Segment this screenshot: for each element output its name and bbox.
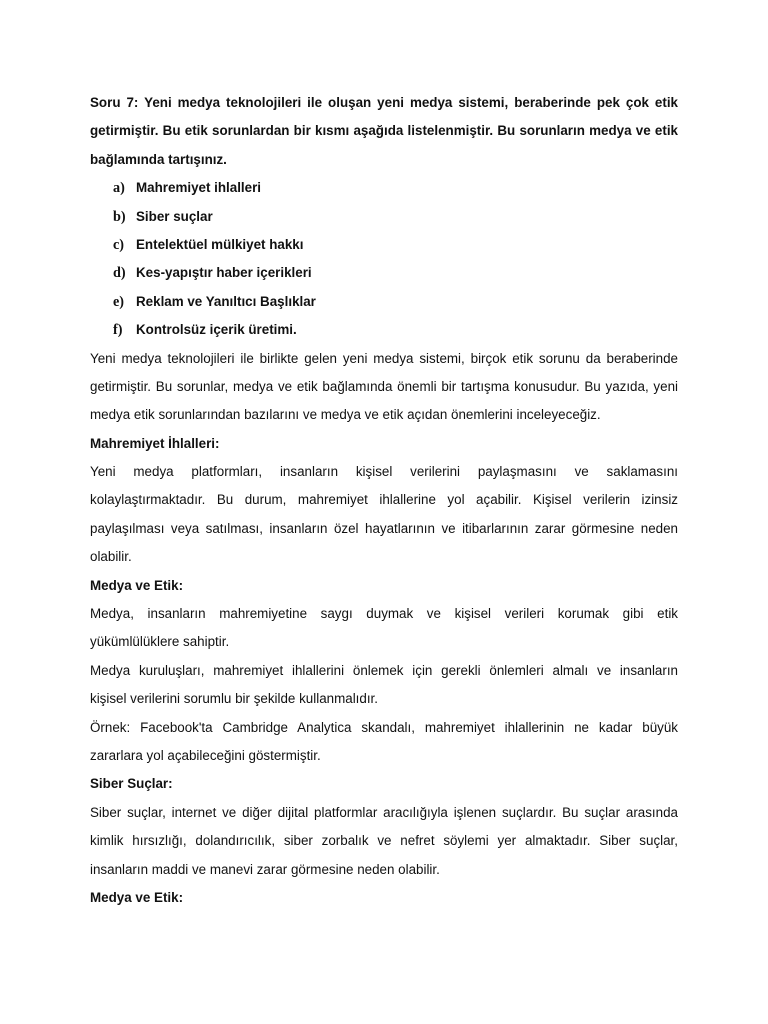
paragraph-line: yükümlülüklere sahiptir.: [90, 634, 230, 650]
question-line: getirmiştir. Bu etik sorunlardan bir kısmı aşağıda listelenmiştir. Bu sorunların medya ve etik: [90, 123, 678, 139]
list-item: [90, 231, 678, 259]
list-item: [90, 174, 678, 202]
list-marker: b): [113, 208, 126, 225]
intro-paragraph: [90, 345, 678, 430]
section-paragraph: [90, 714, 678, 771]
paragraph-line: medya etik sorunlarından bazılarını ve medya ve etik açıdan önemlerini inceleyeceğiz.: [90, 407, 601, 423]
paragraph-line: zararlara yol açabileceğini göstermiştir.: [90, 747, 321, 763]
paragraph-line: kişisel verilerini sorumlu bir şekilde kullanmalıdır.: [90, 691, 378, 707]
paragraph-line: getirmiştir. Bu sorunlar, medya ve etik bağlamında önemli bir tartışma konusudur. Bu yazıda, yeni: [90, 378, 678, 394]
section-paragraph: [90, 657, 678, 714]
list-item: [90, 259, 678, 287]
paragraph-line: Yeni medya platformları, insanların kişisel verilerini paylaşmasını ve saklamasını: [90, 464, 678, 480]
list-item-text: Kes-yapıştır haber içerikleri: [136, 265, 312, 281]
paragraph-line: Medya, insanların mahremiyetine saygı duymak ve kişisel verileri korumak gibi etik: [90, 606, 678, 622]
paragraph-line: insanların maddi ve manevi zarar görmesine neden olabilir.: [90, 861, 440, 877]
list-item-text: Entelektüel mülkiyet hakkı: [136, 236, 304, 252]
paragraph-line: Siber suçlar, internet ve diğer dijital platformlar aracılığıyla işlenen suçlardır. Bu suçlar arasında: [90, 804, 678, 820]
list-item: [90, 288, 678, 316]
list-marker: f): [113, 322, 123, 339]
question-block: [90, 89, 678, 345]
section-heading: Mahremiyet İhlalleri:: [90, 435, 220, 451]
section-paragraph: [90, 799, 678, 884]
list-item-text: Siber suçlar: [136, 208, 213, 224]
paragraph-line: kolaylaştırmaktadır. Bu durum, mahremiyet ihlallerine yol açabilir. Kişisel verilerin izinsiz: [90, 492, 678, 508]
question-line: Soru 7: Yeni medya teknolojileri ile oluşan yeni medya sistemi, beraberinde pek çok etik: [90, 95, 678, 110]
paragraph-line: olabilir.: [90, 549, 132, 565]
list-marker: d): [113, 265, 126, 282]
question-line: bağlamında tartışınız.: [90, 151, 227, 167]
list-item: [90, 316, 678, 344]
section-paragraph: [90, 600, 678, 657]
list-marker: e): [113, 293, 125, 310]
section-heading: Medya ve Etik:: [90, 889, 184, 905]
section-heading: Siber Suçlar:: [90, 776, 173, 792]
list-item-text: Kontrolsüz içerik üretimi.: [136, 322, 297, 338]
paragraph-line: Yeni medya teknolojileri ile birlikte gelen yeni medya sistemi, birçok etik sorunu da beraberinde: [90, 350, 678, 366]
paragraph-line: Örnek: Facebook'ta Cambridge Analytica skandalı, mahremiyet ihlallerinin ne kadar büyük: [90, 719, 678, 735]
section-heading: Medya ve Etik:: [90, 577, 184, 593]
list-marker: a): [113, 180, 125, 197]
list-item: [90, 203, 678, 231]
paragraph-line: paylaşılması veya satılması, insanların özel hayatlarının ve itibarlarının zarar görmesine neden: [90, 520, 678, 536]
paragraph-line: Medya kuruluşları, mahremiyet ihlallerini önlemek için gerekli önlemleri almalı ve insanların: [90, 662, 678, 678]
list-item-text: Mahremiyet ihlalleri: [136, 180, 262, 196]
paragraph-line: kimlik hırsızlığı, dolandırıcılık, siber zorbalık ve nefret söylemi yer almaktadır. Siber suçlar,: [90, 833, 678, 849]
document-body: [90, 89, 678, 912]
list-item-text: Reklam ve Yanıltıcı Başlıklar: [136, 293, 316, 309]
list-marker: c): [113, 236, 125, 253]
section-paragraph: [90, 458, 678, 572]
